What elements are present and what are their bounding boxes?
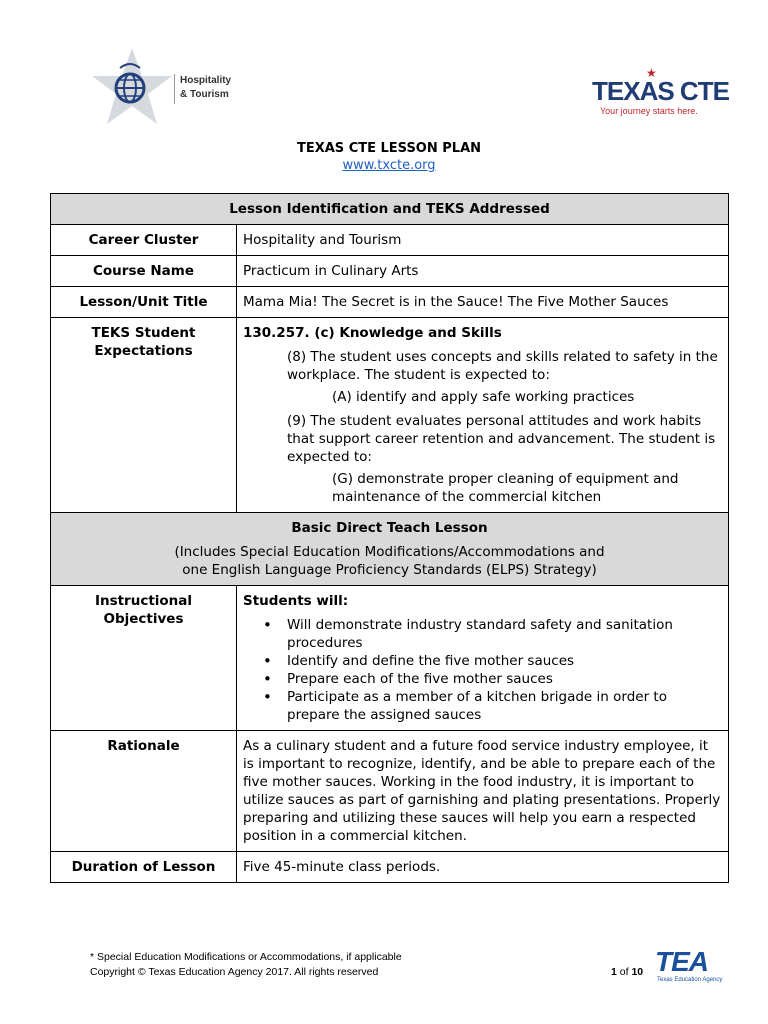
list-item: • Prepare each of the five mother sauces xyxy=(287,670,722,688)
section-subtitle-line1: (Includes Special Education Modifications/Accommodations and xyxy=(174,544,605,560)
tea-logo xyxy=(655,946,721,986)
lesson-title-label: Lesson/Unit Title xyxy=(51,287,237,318)
table-row xyxy=(51,287,729,318)
course-name-label: Course Name xyxy=(51,256,237,287)
table-row xyxy=(51,225,729,256)
list-item: • Will demonstrate industry standard safety and sanitation procedures xyxy=(287,616,722,652)
objectives-heading: Students will: xyxy=(243,593,349,609)
rationale-label: Rationale xyxy=(51,731,237,852)
section-heading xyxy=(51,513,729,586)
career-cluster-label: Career Cluster xyxy=(51,225,237,256)
section-heading-row xyxy=(51,513,729,586)
document-title: TEXAS CTE LESSON PLAN xyxy=(296,141,482,156)
table-row xyxy=(51,256,729,287)
list-item: • Identify and define the five mother sauces xyxy=(287,652,722,670)
teks-item-8a: (A) identify and apply safe working practices xyxy=(332,389,635,405)
footer-note xyxy=(90,950,402,980)
teks-cell xyxy=(237,318,729,513)
table-heading: Lesson Identification and TEKS Addressed xyxy=(51,194,729,225)
teks-item-8: (8) The student uses concepts and skills related to safety in the workplace. The student is expected to: xyxy=(287,349,718,383)
star-globe-icon xyxy=(90,46,174,126)
duration-label: Duration of Lesson xyxy=(51,852,237,883)
teks-item-9: (9) The student evaluates personal attitudes and work habits that support career retention and advancement. The student is expected to: xyxy=(287,413,716,465)
course-name-value: Practicum in Culinary Arts xyxy=(237,256,729,287)
duration-value: Five 45-minute class periods. xyxy=(237,852,729,883)
page-total: 10 xyxy=(631,966,644,978)
rationale-value: As a culinary student and a future food service industry employee, it is important to recognize, identify, and be able to prepare each of the five mother sauces. Working in the food industry, it is important to utilize sauces as part of garnishing and plating presentations. Properly preparing and utilizing these sauces will help you earn a respected position in a commercial kitchen. xyxy=(237,731,729,852)
tea-logo-subtitle: Texas Education Agency xyxy=(657,977,723,983)
list-item: • Participate as a member of a kitchen brigade in order to prepare the assigned sauces xyxy=(287,688,722,724)
objectives-label: Instructional Objectives xyxy=(51,586,237,731)
section-title: Basic Direct Teach Lesson xyxy=(291,520,488,536)
page-of: of xyxy=(619,966,629,978)
table-row xyxy=(51,731,729,852)
lesson-title-value: Mama Mia! The Secret is in the Sauce! The Five Mother Sauces xyxy=(237,287,729,318)
brand-tagline: Your journey starts here. xyxy=(600,106,698,116)
tea-logo-text: TEA xyxy=(655,946,708,977)
teks-heading: 130.257. (c) Knowledge and Skills xyxy=(243,325,502,341)
page-number xyxy=(611,966,643,978)
table-row xyxy=(51,586,729,731)
cluster-logo-line1: Hospitality xyxy=(180,75,232,86)
table-heading-row xyxy=(51,194,729,225)
texas-cte-logo xyxy=(588,66,729,120)
footnote: * Special Education Modifications or Accommodations, if applicable xyxy=(90,951,402,963)
website-link[interactable]: www.txcte.org xyxy=(342,158,436,173)
teks-item-9g: (G) demonstrate proper cleaning of equipment and maintenance of the commercial kitchen xyxy=(332,471,679,505)
brand-logo-text: TEXAS CTE xyxy=(592,76,729,106)
page-current: 1 xyxy=(611,966,617,978)
career-cluster-value: Hospitality and Tourism xyxy=(237,225,729,256)
objectives-list xyxy=(243,616,722,724)
copyright: Copyright © Texas Education Agency 2017. All rights reserved xyxy=(90,966,379,978)
lesson-plan-table xyxy=(50,193,729,883)
table-row xyxy=(51,852,729,883)
section-subtitle-line2: one English Language Proficiency Standards (ELPS) Strategy) xyxy=(182,562,597,578)
teks-label: TEKS Student Expectations xyxy=(51,318,237,513)
objectives-cell xyxy=(237,586,729,731)
table-row xyxy=(51,318,729,513)
cluster-logo-line2: & Tourism xyxy=(180,89,229,100)
hospitality-tourism-logo xyxy=(90,46,240,126)
star-icon: ★ xyxy=(646,66,657,80)
